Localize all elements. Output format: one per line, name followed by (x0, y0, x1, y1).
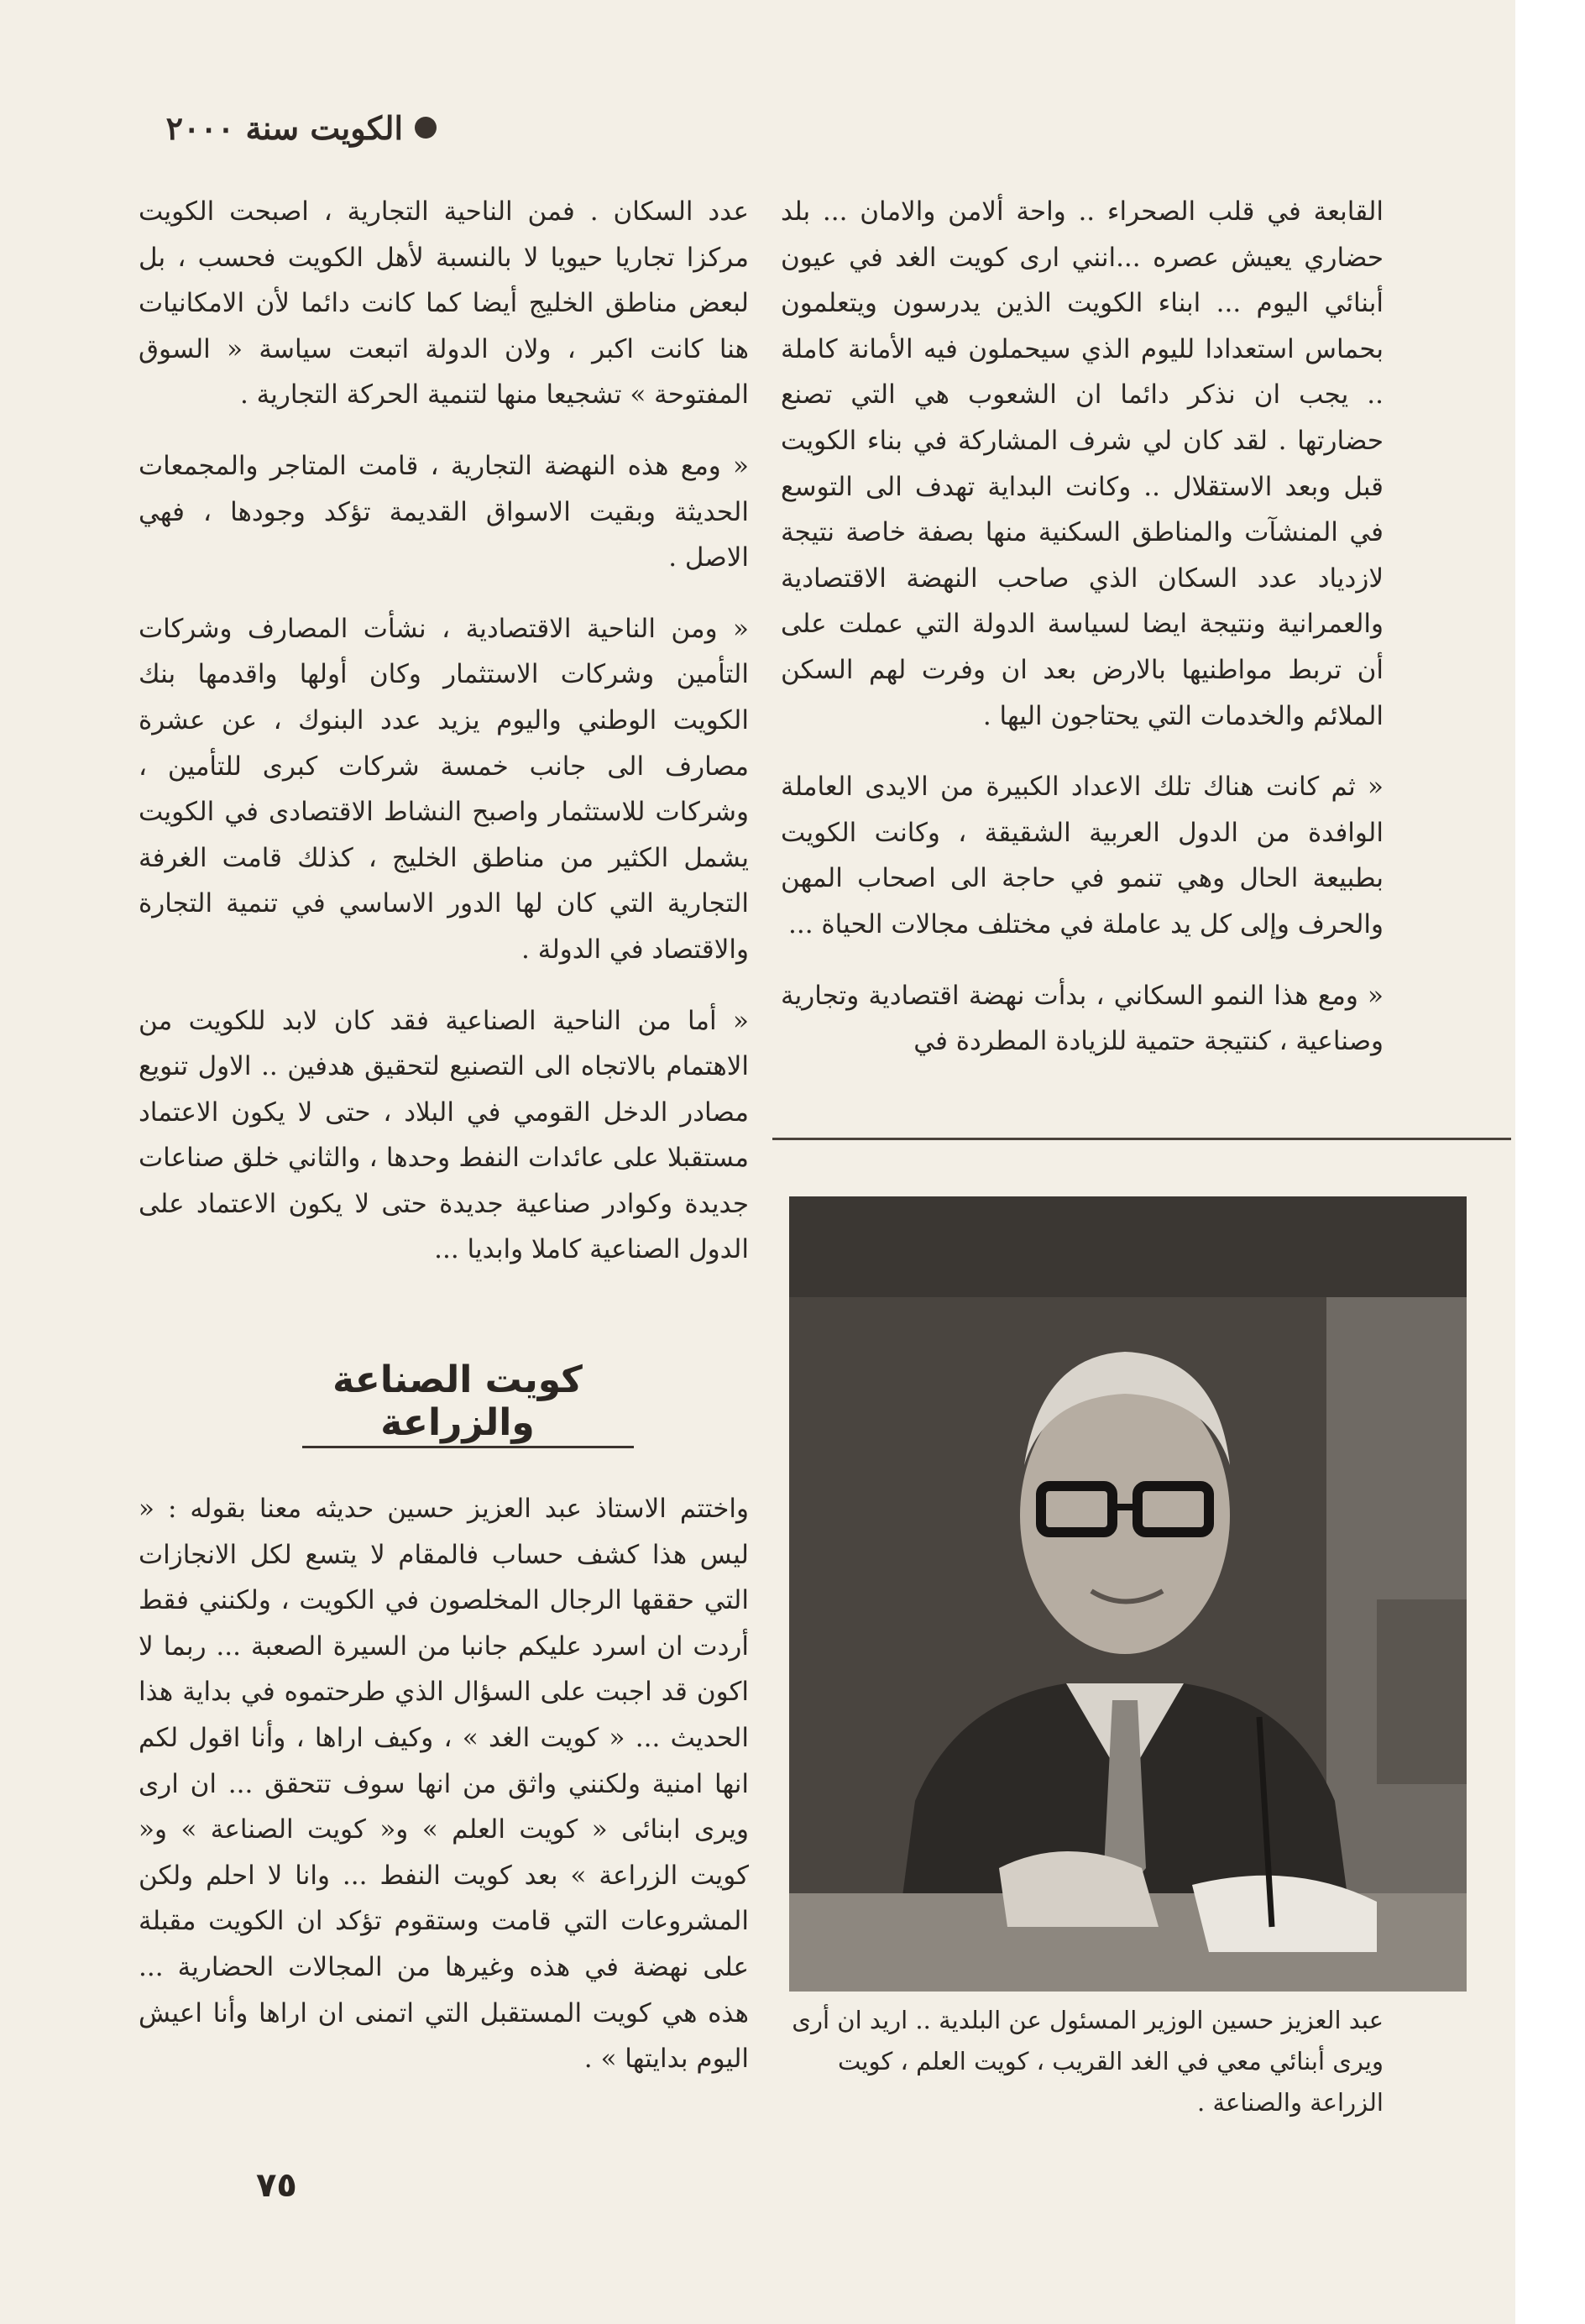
left-paragraph-1: عدد السكان . فمن الناحية التجارية ، اصبحت الكويت مركزا تجاريا حيويا لا بالنسبة لأهل الكويت فحسب ، بل لبعض مناطق الخليج أيضا كما كانت دائما لأن الامكانيات هنا كانت اكبر ، ولان الدولة اتبعت سياسة « السوق المفتوحة » تشجيعا منها لتنمية الحركة التجارية . (139, 196, 749, 411)
section-heading: كويت الصناعة والزراعة (332, 1358, 583, 1444)
left-paragraph-4: « أما من الناحية الصناعية فقد كان لابد للكويت من الاهتمام بالاتجاه الى التصنيع لتحقيق هدفين .. الاول تنويع مصادر الدخل القومي في البلاد ، حتى لا يكون الاعتماد مستقبلا على عائدات النفط وحدها ، والثاني خلق صناعات جديدة وكوادر صناعية جديدة حتى لا يكون الاعتماد على الدول الصناعية كاملا وابديا ... (139, 1005, 749, 1265)
section-heading-underline (302, 1446, 634, 1448)
left-paragraph-2: « ومع هذه النهضة التجارية ، قامت المتاجر والمجمعات الحديثة وبقيت الاسواق القديمة تؤكد وجودها ، فهي الاصل . (139, 450, 749, 573)
right-paragraph-1: القابعة في قلب الصحراء .. واحة ألامن والامان ... بلد حضاري يعيش عصره ...انني ارى كويت الغد في عيون أبنائي اليوم ... ابناء الكويت الذين يدرسون ويتعلمون بحماس استعدادا لليوم الذي سيحملون فيه الأمانة كاملة .. يجب ان نذكر دائما ان الشعوب هي التي تصنع حضارتها . لقد كان لي شرف المشاركة في بناء الكويت قبل وبعد الاستقلال .. وكانت البداية تهدف الى التوسع في المنشآت والمناطق السكنية منها بصفة خاصة نتيجة لازدياد عدد السكان الذي صاحب النهضة الاقتصادية والعمرانية ونتيجة ايضا لسياسة الدولة التي عملت على أن تربط مواطنيها بالارض بعد ان وفرت لهم السكن الملائم والخدمات التي يحتاجون اليها . (781, 196, 1384, 731)
section-paragraph-1: واختتم الاستاذ عبد العزيز حسين حديثه معنا بقوله : « ليس هذا كشف حساب فالمقام لا يتسع لكل الانجازات التي حققها الرجال المخلصون في الكويت ، ولكنني فقط أردت ان اسرد عليكم جانبا من السيرة الصعبة ... ربما لا اكون قد اجبت على السؤال الذي طرحتموه في بداية هذا الحديث ... « كويت الغد » ، وكيف اراها ، وأنا اقول لكم انها امنية ولكنني واثق من انها سوف تتحقق ... ان ارى ويرى ابنائى « كويت العلم » و« كويت الصناعة » و« كويت الزراعة » بعد كويت النفط ... وانا لا احلم ولكن المشروعات التي قامت وستقوم تؤكد ان الكويت مقبلة على نهضة في هذه وغيرها من المجالات الحضارية ... هذه هي كويت المستقبل التي اتمنى ان اراها وأنا اعيش اليوم بدايتها » . (139, 1494, 749, 2075)
left-paragraph-3: « ومن الناحية الاقتصادية ، نشأت المصارف وشركات التأمين وشركات الاستثمار وكان أولها واقدمها بنك الكويت الوطني واليوم يزيد عدد البنوك ، عن عشرة مصارف الى جانب خمسة شركات كبرى للتأمين ، وشركات للاستثمار واصبح النشاط الاقتصادى في الكويت يشمل الكثير من مناطق الخليج ، كذلك قامت الغرفة التجارية التي كان لها الدور الاساسي في تنمية التجارة والاقتصاد في الدولة . (139, 613, 749, 965)
right-column (781, 189, 1384, 1090)
column-divider-rule (772, 1138, 1511, 1140)
right-paragraph-3: « ومع هذا النمو السكاني ، بدأت نهضة اقتصادية وتجارية وصناعية ، كنتيجة حتمية للزيادة المطردة في (781, 980, 1384, 1057)
left-column (139, 189, 749, 1298)
photo-caption: عبد العزيز حسين الوزير المسئول عن البلدية .. اريد ان أرى ويرى أبنائي معي في الغد القريب ، كويت العلم ، كويت الزراعة والصناعة . (792, 2006, 1384, 2117)
running-header-title: الكويت سنة ٢٠٠٠ (165, 108, 403, 147)
section-body (139, 1486, 749, 2107)
portrait-photo (789, 1196, 1467, 1992)
scan-margin (1515, 0, 1585, 2324)
right-paragraph-2: « ثم كانت هناك تلك الاعداد الكبيرة من الايدى العاملة الوافدة من الدول العربية الشقيقة ، وكانت الكويت بطبيعة الحال وهي تنمو في حاجة الى اصحاب المهن والحرف وإلى كل يد عاملة في مختلف مجالات الحياة ... (781, 772, 1384, 940)
portrait-illustration (789, 1196, 1467, 1992)
running-header (101, 102, 437, 153)
page-number: ٧٥ (256, 2166, 297, 2205)
bullet-icon (415, 117, 437, 139)
